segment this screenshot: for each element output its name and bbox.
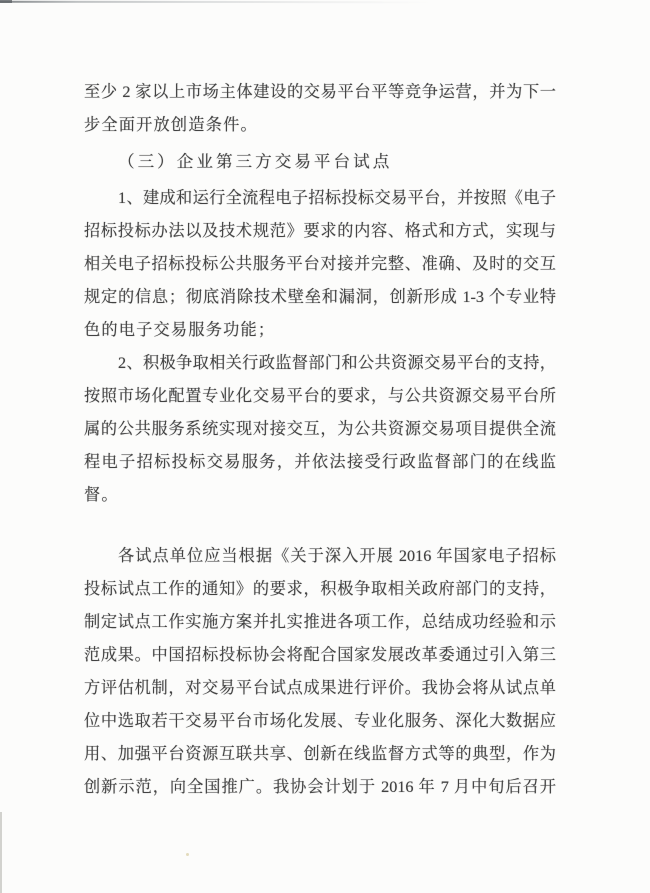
text-line: 规定的信息；彻底消除技术壁垒和漏洞，创新形成 1-3 个专业特 <box>84 288 556 306</box>
scan-artifact-top-edge <box>0 1 432 4</box>
scan-artifact-top-dash <box>0 0 12 3</box>
scan-artifact-speck <box>186 853 189 856</box>
text-line: 各试点单位应当根据《关于深入开展 2016 年国家电子招标 <box>118 547 556 565</box>
scan-artifact-left-edge <box>0 812 2 893</box>
text-line: 按照市场化配置专业化交易平台的要求，与公共资源交易平台所 <box>84 387 556 405</box>
text-line: 投标试点工作的通知》的要求，积极争取相关政府部门的支持， <box>84 580 556 598</box>
document-body <box>84 76 556 804</box>
text-line: 范成果。中国招标投标协会将配合国家发展改革委通过引入第三 <box>84 646 556 664</box>
text-line: 相关电子招标投标公共服务平台对接并完整、准确、及时的交互 <box>84 255 556 273</box>
section-heading: （三）企业第三方交易平台试点 <box>118 152 393 171</box>
paragraph-spacer <box>84 512 556 540</box>
text-line: 步全面开放创造条件。 <box>84 116 258 134</box>
text-line: 用、加强平台资源互联共享、创新在线监督方式等的典型，作为 <box>84 745 556 763</box>
text-line: 招标投标办法以及技术规范》要求的内容、格式和方式，实现与 <box>84 222 556 240</box>
text-line: 位中选取若干交易平台市场化发展、专业化服务、深化大数据应 <box>84 712 556 730</box>
text-line: 制定试点工作实施方案并扎实推进各项工作，总结成功经验和示 <box>84 613 556 631</box>
text-line: 方评估机制，对交易平台试点成果进行评价。我协会将从试点单 <box>84 679 556 697</box>
text-line: 督。 <box>84 486 119 504</box>
text-line: 创新示范，向全国推广。我协会计划于 2016 年 7 月中旬后召开 <box>84 778 556 796</box>
text-line: 色的电子交易服务功能； <box>84 321 276 339</box>
text-line: 1、建成和运行全流程电子招标投标交易平台，并按照《电子 <box>118 189 556 207</box>
text-line: 属的公共服务系统实现对接交互，为公共资源交易项目提供全流 <box>84 420 556 438</box>
text-line: 程电子招标投标交易服务，并依法接受行政监督部门的在线监 <box>84 453 556 471</box>
text-line: 至少 2 家以上市场主体建设的交易平台平等竞争运营，并为下一 <box>84 83 556 101</box>
text-line: 2、积极争取相关行政监督部门和公共资源交易平台的支持， <box>118 354 556 372</box>
